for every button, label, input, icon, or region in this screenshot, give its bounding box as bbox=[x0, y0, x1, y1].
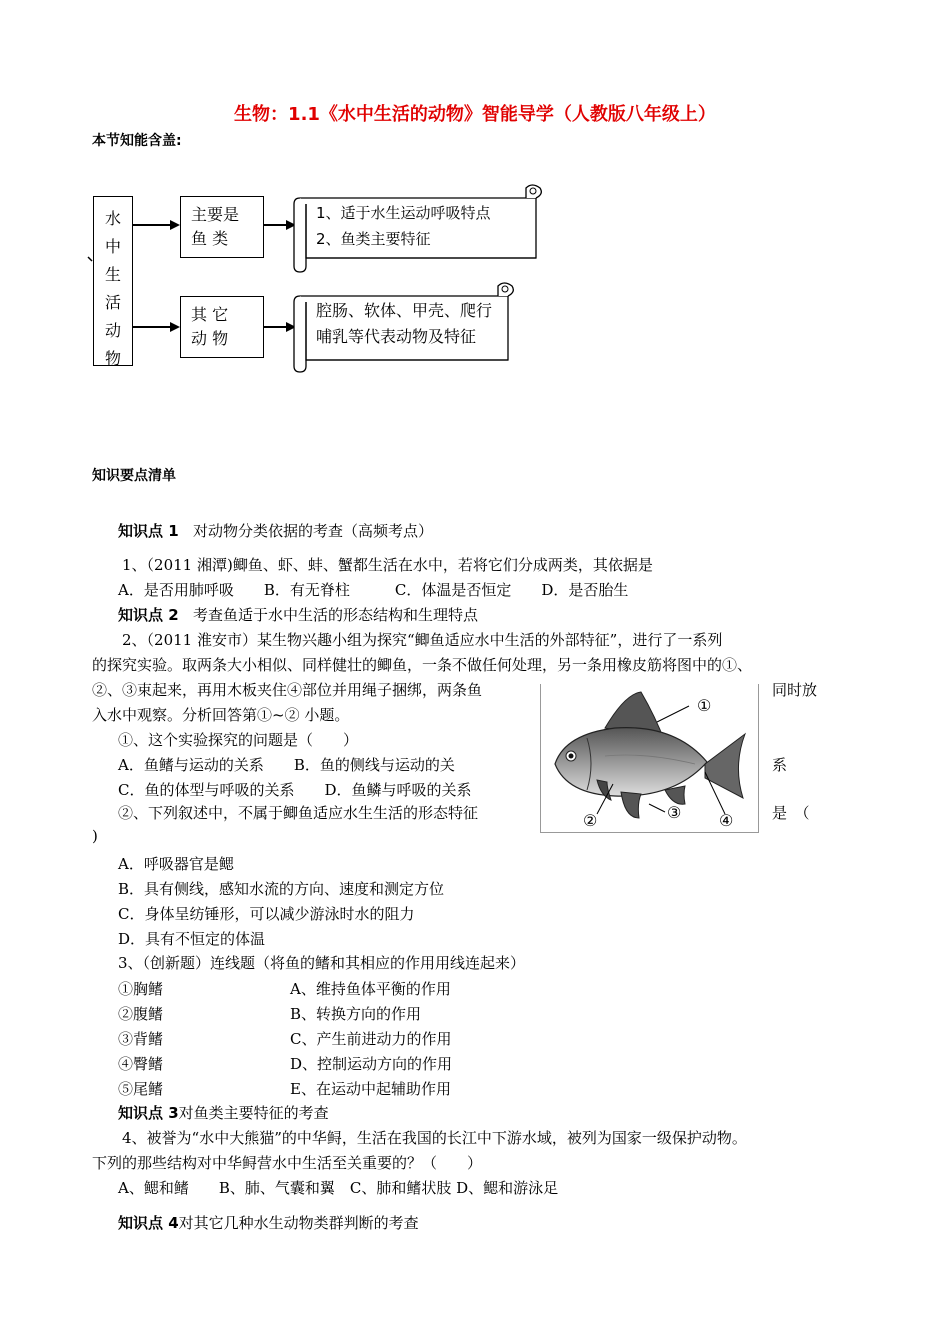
q3-stem: 3、（创新题）连线题（将鱼的鳍和其相应的作用用线连起来） bbox=[118, 954, 526, 972]
q3-right-item: D、控制运动方向的作用 bbox=[290, 1055, 453, 1073]
q2-opt-a: A．呼吸器官是鳃 bbox=[118, 855, 234, 873]
kp1-line bbox=[118, 520, 433, 541]
q3-left-item: ②腹鳍 bbox=[118, 1005, 164, 1023]
q2-line4: 入水中观察。分析回答第①~② 小题。 bbox=[92, 706, 350, 724]
kp3-text: 对鱼类主要特征的考查 bbox=[178, 1104, 329, 1122]
scroll1-line2: 2、鱼类主要特征 bbox=[316, 230, 431, 248]
fish-label-3: ③ bbox=[667, 803, 682, 822]
kp3-line bbox=[118, 1102, 329, 1123]
kp4-label: 知识点 4 bbox=[118, 1214, 179, 1232]
q3-right-item: C、产生前进动力的作用 bbox=[290, 1030, 452, 1048]
q3-right-item: A、维持鱼体平衡的作用 bbox=[290, 980, 451, 998]
q2-opt-c: C．身体呈纺锤形，可以减少游泳时水的阻力 bbox=[118, 905, 415, 923]
root-char: 生 bbox=[104, 265, 121, 284]
q2-line1: 2、（2011 淮安市）某生物兴趣小组为探究“鲫鱼适应水中生活的外部特征”，进行了一系列 bbox=[122, 631, 723, 649]
arrow-head-other bbox=[170, 322, 180, 332]
root-char: 动 bbox=[104, 321, 121, 340]
q1-options: A．是否用肺呼吸 B．有无脊柱 C．体温是否恒定 D．是否胎生 bbox=[118, 581, 629, 599]
q4-line2: 下列的那些结构对中华鲟营水中生活至关重要的？（ ） bbox=[92, 1154, 483, 1172]
branch-other-line1: 其 它 bbox=[191, 305, 229, 324]
scroll2-line1: 腔肠、软体、甲壳、爬行 bbox=[316, 301, 493, 320]
q2-sub1: ①、这个实验探究的问题是（ ） bbox=[118, 731, 359, 749]
q4-options: A、鳃和鳍 B、肺、气囊和翼 C、肺和鳍状肢 D、鳃和游泳足 bbox=[118, 1179, 559, 1197]
q2-sub2: ②、下列叙述中，不属于鲫鱼适应水生生活的形态特征 bbox=[118, 804, 479, 822]
q3-left-item: ①胸鳍 bbox=[118, 980, 164, 998]
q2-opt-b: B．具有侧线，感知水流的方向、速度和测定方位 bbox=[118, 880, 445, 898]
kp4-text: 对其它几种水生动物类群判断的考查 bbox=[178, 1214, 419, 1232]
fish-label-1: ① bbox=[697, 696, 712, 715]
q1-stem: 1、（2011 湘潭)鲫鱼、虾、蚌、蟹都生活在水中，若将它们分成两类，其依据是 bbox=[122, 556, 653, 574]
section-coverage-heading: 本节知能含盖: bbox=[92, 133, 182, 149]
q2-sub1-ab: A．鱼鳍与运动的关系 B．鱼的侧线与运动的关 bbox=[118, 756, 455, 774]
kp3-label: 知识点 3 bbox=[118, 1104, 179, 1122]
q3-right-item: B、转换方向的作用 bbox=[290, 1005, 422, 1023]
q3-left-item: ③背鳍 bbox=[118, 1030, 164, 1048]
q2-line2: 的探究实验。取两条大小相似、同样健壮的鲫鱼，一条不做任何处理，另一条用橡皮筋将图中的①、 bbox=[92, 656, 753, 674]
kp2-line bbox=[118, 604, 478, 625]
q2-line3b: 同时放 bbox=[772, 681, 818, 699]
q2-opt-d: D．具有不恒定的体温 bbox=[118, 930, 266, 948]
scroll1-text bbox=[316, 200, 491, 252]
q2-sub1-cd: C．鱼的体型与呼吸的关系 D．鱼鳞与呼吸的关系 bbox=[118, 781, 472, 799]
scroll1-line1: 1、适于水生运动呼吸特点 bbox=[316, 204, 491, 222]
diagram-root-box bbox=[93, 196, 133, 366]
kp1-text: 对动物分类依据的考查（高频考点） bbox=[192, 522, 433, 540]
knowledge-list-heading: 知识要点清单 bbox=[92, 468, 176, 484]
scroll2-line2: 哺乳等代表动物及特征 bbox=[316, 327, 477, 346]
branch-other-box bbox=[180, 296, 264, 358]
branch-fish-box bbox=[180, 196, 264, 258]
kp2-text: 考查鱼适于水中生活的形态结构和生理特点 bbox=[192, 606, 478, 624]
q3-right-item: E、在运动中起辅助作用 bbox=[290, 1080, 451, 1098]
tail-fin bbox=[705, 734, 745, 798]
page-title: 生物：1.1《水中生活的动物》智能导学（人教版八年级上） bbox=[234, 104, 716, 125]
scroll2-text bbox=[316, 298, 492, 350]
root-char: 活 bbox=[104, 293, 121, 312]
pelvic-fin bbox=[621, 792, 641, 818]
q3-left-list bbox=[118, 977, 163, 1102]
root-char: 中 bbox=[104, 237, 121, 256]
arrow-head-fish bbox=[170, 220, 180, 230]
q4-line1: 4、被誉为“水中大熊猫”的中华鲟，生活在我国的长江中下游水域，被列为国家一级保护动物。 bbox=[122, 1129, 747, 1147]
branch-other-line2: 动 物 bbox=[191, 329, 229, 348]
q2-sub2-close: ) bbox=[92, 827, 98, 845]
kp4-line bbox=[118, 1212, 419, 1233]
q2-line3a: ②、③束起来，再用木板夹住④部位并用绳子捆绑，两条鱼 bbox=[92, 681, 483, 699]
branch-fish-line2: 鱼 类 bbox=[191, 229, 229, 248]
fish-label-4: ④ bbox=[719, 811, 734, 830]
q3-right-list bbox=[290, 977, 452, 1102]
q2-sub1-ab-end: 系 bbox=[772, 756, 788, 774]
root-char: 物 bbox=[104, 349, 121, 368]
root-char: 水 bbox=[104, 209, 121, 228]
q2-sub2-end: 是 （ bbox=[772, 804, 810, 822]
fish-illustration bbox=[545, 686, 755, 830]
fish-label-2: ② bbox=[583, 811, 598, 830]
kp2-label: 知识点 2 bbox=[118, 606, 179, 624]
q3-left-item: ⑤尾鳍 bbox=[118, 1080, 164, 1098]
q3-left-item: ④臀鳍 bbox=[118, 1055, 164, 1073]
branch-fish-line1: 主要是 bbox=[191, 205, 240, 224]
kp1-label: 知识点 1 bbox=[118, 522, 179, 540]
